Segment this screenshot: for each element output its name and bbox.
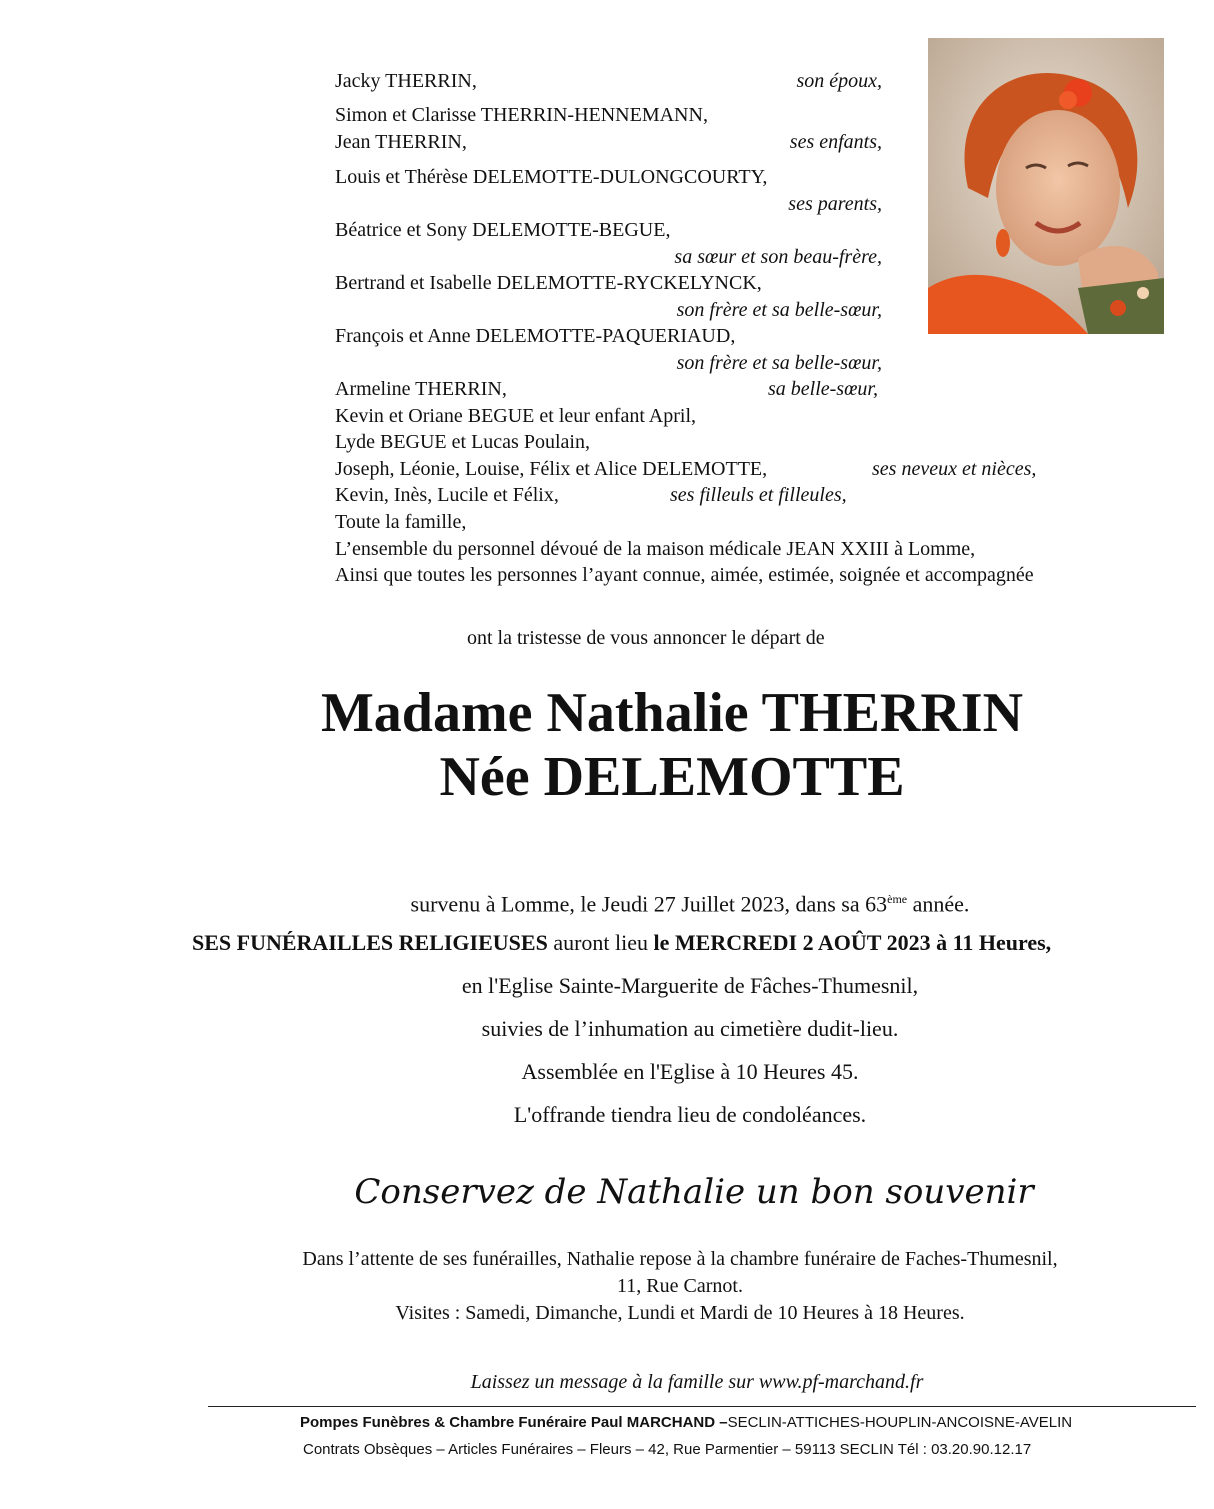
funeral-plain: auront lieu: [547, 930, 654, 955]
family-name-14: L’ensemble du personnel dévoué de la maison médicale JEAN XXIII à Lomme,: [335, 538, 976, 560]
visit-hours: Visites : Samedi, Dimanche, Lundi et Mardi de 10 Heures à 18 Heures.: [395, 1302, 965, 1324]
funeral-church: en l'Eglise Sainte-Marguerite de Fâches-Thumesnil,: [461, 973, 919, 998]
family-name-1: Jacky THERRIN,: [335, 70, 477, 92]
family-relation-12: ses filleuls et filleules,: [670, 484, 847, 506]
funeral-offering: L'offrande tiendra lieu de condoléances.: [513, 1102, 867, 1127]
souvenir-line: Conservez de Nathalie un bon souvenir: [354, 1172, 1034, 1212]
portrait-photo: [928, 38, 1164, 334]
portrait-illustration: [928, 38, 1164, 334]
rest-location: Dans l’attente de ses funérailles, Nathalie repose à la chambre funéraire de Faches-Thumesnil,: [302, 1248, 1058, 1270]
family-name-6: Bertrand et Isabelle DELEMOTTE-RYCKELYNCK,: [335, 272, 762, 294]
family-relation-5: sa sœur et son beau-frère,: [674, 246, 882, 268]
funeral-assembly: Assemblée en l'Eglise à 10 Heures 45.: [521, 1059, 859, 1084]
family-name-11: Joseph, Léonie, Louise, Félix et Alice DELEMOTTE,: [335, 458, 768, 480]
footer-company-name: Pompes Funèbres & Chambre Funéraire Paul MARCHAND –: [300, 1414, 728, 1431]
family-name-15: Ainsi que toutes les personnes l’ayant connue, aimée, estimée, soignée et accompagnée: [335, 564, 1034, 586]
family-relation-7: son frère et sa belle-sœur,: [676, 352, 882, 374]
family-relation-11: ses neveux et nièces,: [872, 458, 1037, 480]
death-text-end: année.: [907, 891, 970, 917]
death-superscript: ème: [887, 892, 908, 906]
family-name-2: Simon et Clarisse THERRIN-HENNEMANN,: [335, 104, 708, 126]
funeral-announcement: [192, 928, 1051, 958]
family-name-5: Béatrice et Sony DELEMOTTE-BEGUE,: [335, 219, 671, 241]
funeral-burial: suivies de l’inhumation au cimetière dudit-lieu.: [481, 1016, 899, 1041]
footer-towns: SECLIN-ATTICHES-HOUPLIN-ANCOISNE-AVELIN: [727, 1414, 1073, 1431]
family-name-7: François et Anne DELEMOTTE-PAQUERIAUD,: [335, 325, 736, 347]
footer-services: Contrats Obsèques – Articles Funéraires – Fleurs – 42, Rue Parmentier – 59113 SECLIN Tél : 03.20.90.12.17: [303, 1441, 1032, 1458]
family-relation-8: sa belle-sœur,: [768, 378, 878, 400]
message-link[interactable]: Laissez un message à la famille sur www.pf-marchand.fr: [470, 1371, 924, 1393]
family-relation-1: son époux,: [796, 70, 882, 92]
family-relation-3: ses enfants,: [789, 131, 882, 153]
footer-divider: [208, 1406, 1196, 1407]
funeral-title: SES FUNÉRAILLES RELIGIEUSES: [192, 930, 548, 955]
family-name-8: Armeline THERRIN,: [335, 378, 507, 400]
family-relation-4: ses parents,: [788, 193, 882, 215]
death-notice: [0, 884, 1214, 919]
death-text: survenu à Lomme, le Jeudi 27 Juillet 2023, dans sa 63: [410, 891, 888, 917]
family-relation-6: son frère et sa belle-sœur,: [676, 299, 882, 321]
footer-company: [300, 1414, 1072, 1431]
announcement: ont la tristesse de vous annoncer le départ de: [467, 627, 825, 649]
funeral-date: le MERCREDI 2 AOÛT 2023 à 11 Heures,: [653, 930, 1052, 955]
family-name-10: Lyde BEGUE et Lucas Poulain,: [335, 431, 590, 453]
deceased-maiden-name: Née DELEMOTTE: [439, 746, 905, 808]
family-name-12: Kevin, Inès, Lucile et Félix,: [335, 484, 559, 506]
deceased-name: Madame Nathalie THERRIN: [320, 682, 1024, 744]
family-name-13: Toute la famille,: [335, 511, 467, 533]
family-name-3: Jean THERRIN,: [335, 131, 467, 153]
rest-address: 11, Rue Carnot.: [617, 1275, 743, 1297]
family-name-9: Kevin et Oriane BEGUE et leur enfant April,: [335, 405, 696, 427]
family-name-4: Louis et Thérèse DELEMOTTE-DULONGCOURTY,: [335, 166, 768, 188]
